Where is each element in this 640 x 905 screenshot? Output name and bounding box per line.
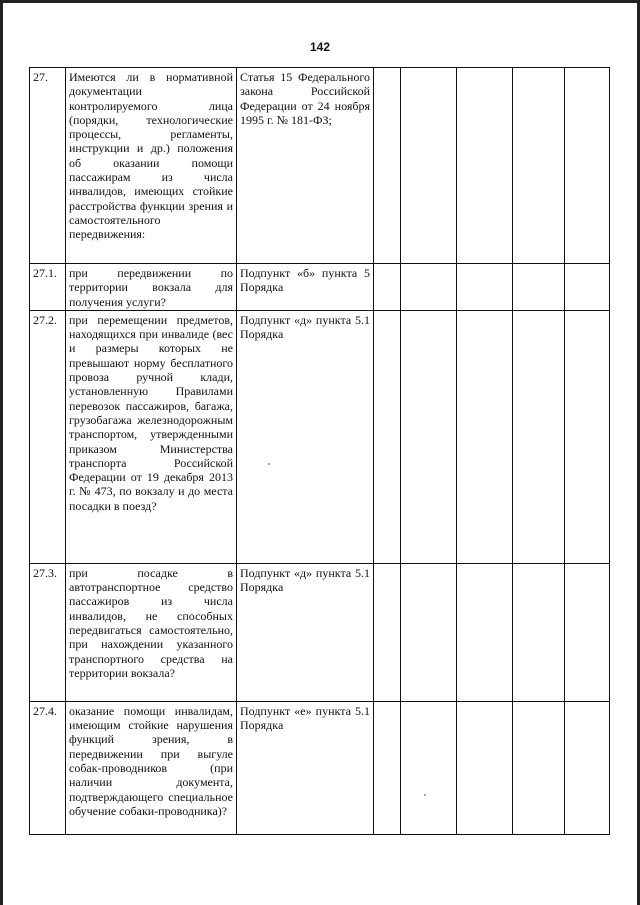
reference-cell: Статья 15 Федерального закона Российской Федерации от 24 ноября 1995 г. № 181-ФЗ; <box>237 68 374 264</box>
answer-cell <box>457 701 513 834</box>
answer-cell <box>513 264 565 311</box>
answer-cell <box>401 310 457 563</box>
page-edge-left <box>0 0 3 905</box>
answer-cell <box>401 701 457 834</box>
reference-cell: Подпункт «б» пункта 5 Порядка <box>237 264 374 311</box>
page-number: 142 <box>309 40 331 54</box>
table-row <box>30 68 610 264</box>
row-number: 27.4. <box>30 701 66 834</box>
page-edge-top <box>0 0 640 3</box>
answer-cell <box>565 310 610 563</box>
answer-cell <box>401 264 457 311</box>
question-cell: оказание помощи инвалидам, имеющим стойкие нарушения функций зрения, в передвижении при выгуле собак-проводников (при наличии документа, подтверждающего специальное обучение собаки-проводника)? <box>66 701 237 834</box>
answer-cell <box>565 68 610 264</box>
checklist-table <box>29 67 610 835</box>
answer-cell <box>565 701 610 834</box>
answer-cell <box>457 264 513 311</box>
answer-cell <box>513 701 565 834</box>
reference-cell: Подпункт «е» пункта 5.1 Порядка <box>237 701 374 834</box>
answer-cell <box>374 563 401 701</box>
answer-cell <box>513 310 565 563</box>
answer-cell <box>457 68 513 264</box>
row-number: 27.2. <box>30 310 66 563</box>
table-row <box>30 701 610 834</box>
answer-cell <box>374 701 401 834</box>
question-cell: при посадке в автотранспортное средство пассажиров из числа инвалидов, не способных передвигаться самостоятельно, при нахождении указанного транспортного средства на территории вокзала? <box>66 563 237 701</box>
answer-cell <box>374 310 401 563</box>
table-row <box>30 264 610 311</box>
answer-cell <box>374 68 401 264</box>
scan-speck <box>268 463 270 465</box>
answer-cell <box>565 563 610 701</box>
answer-cell <box>513 563 565 701</box>
reference-cell: Подпункт «д» пункта 5.1 Порядка <box>237 310 374 563</box>
row-number: 27.1. <box>30 264 66 311</box>
row-number: 27.3. <box>30 563 66 701</box>
reference-cell: Подпункт «д» пункта 5.1 Порядка <box>237 563 374 701</box>
question-cell: Имеются ли в нормативной документации контролируемого лица (порядки, технологические процессы, регламенты, инструкции и др.) положения об оказании помощи пассажирам из числа инвалидов, имеющих стойкие расстройства функции зрения и самостоятельного передвижения: <box>66 68 237 264</box>
answer-cell <box>457 563 513 701</box>
scan-speck <box>424 794 426 796</box>
question-cell: при перемещении предметов, находящихся при инвалиде (вес и размеры которых не превышают норму бесплатного провоза ручной клади, установленную Правилами перевозок пассажиров, багажа, грузобагажа железнодорожным транспортом, утвержденными приказом Министерства транспорта Российской Федерации от 19 декабря 2013 г. № 473, по вокзалу и до места посадки в поезд? <box>66 310 237 563</box>
answer-cell <box>401 563 457 701</box>
answer-cell <box>513 68 565 264</box>
row-number: 27. <box>30 68 66 264</box>
answer-cell <box>374 264 401 311</box>
answer-cell <box>401 68 457 264</box>
question-cell: при передвижении по территории вокзала для получения услуги? <box>66 264 237 311</box>
table-row <box>30 563 610 701</box>
table-row <box>30 310 610 563</box>
answer-cell <box>565 264 610 311</box>
answer-cell <box>457 310 513 563</box>
